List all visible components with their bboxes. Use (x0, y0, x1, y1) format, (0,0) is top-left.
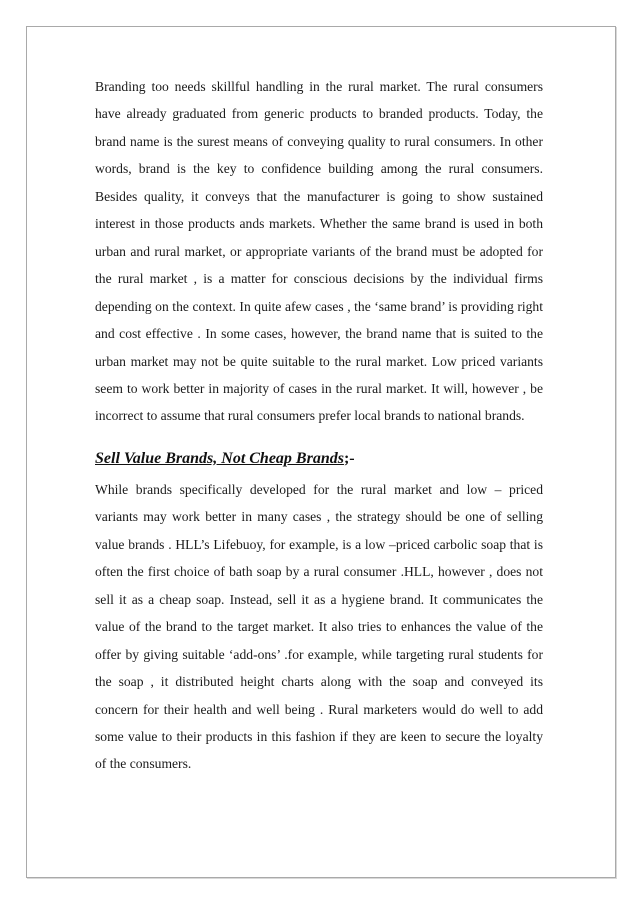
page-content (95, 73, 543, 778)
section-heading (95, 442, 543, 476)
paragraph-value-brands: While brands specifically developed for the rural market and low – priced variants may work better in many cases , the strategy should be one of selling value brands . HLL’s Lifebuoy, for example, is a low –priced carbolic soap that is often the first choice of bath soap by a rural consumer .HLL, however , does not sell it as a cheap soap. Instead, sell it as a hygiene brand. It communicates the value of the brand to the target market. It also tries to enhances the value of the offer by giving suitable ‘add-ons’ .for example, while targeting rural students for the soap , it distributed height charts along with the soap and conveyed its concern for their health and well being . Rural marketers would do well to add some value to their products in this fashion if they are keen to secure the loyalty of the consumers. (95, 481, 543, 772)
paragraph-branding: Branding too needs skillful handling in the rural market. The rural consumers have already graduated from generic products to branded products. Today, the brand name is the surest means of conveying quality to rural consumers. In other words, brand is the key to confidence building among the rural consumers. Besides quality, it conveys that the manufacturer is going to show sustained interest in those products ands markets. Whether the same brand is used in both urban and rural market, or appropriate variants of the brand must be adopted for the rural market , is a matter for conscious decisions by the individual firms depending on the context. In quite afew cases , the ‘same brand’ is providing right and cost effective . In some cases, however, the brand name that is suited to the urban market may not be quite suitable to the rural market. Low priced variants seem to work better in majority of cases in the rural market. It will, however , be incorrect to assume that rural consumers prefer local brands to national brands. (95, 79, 543, 424)
section-heading-suffix: ;- (343, 449, 355, 467)
section-heading-title: Sell Value Brands, Not Cheap Brands (95, 449, 344, 467)
